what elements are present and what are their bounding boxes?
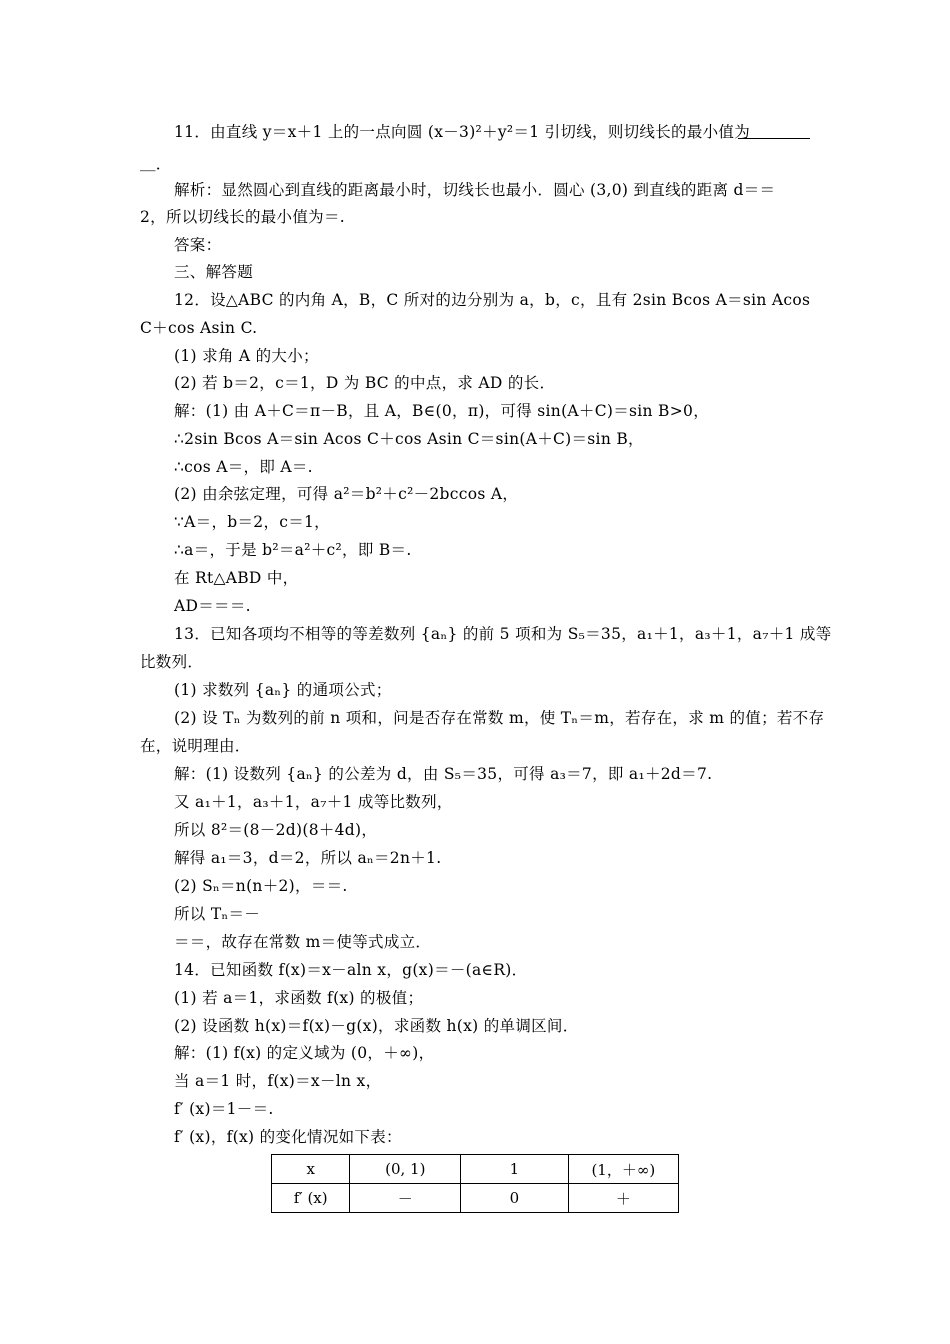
line-q12-sol8: AD＝＝＝. xyxy=(174,597,251,615)
line-q12: 12．设△ABC 的内角 A，B，C 所对的边分别为 a，b，c，且有 2sin Bcos A＝sin Acos xyxy=(174,291,811,309)
line-q13-sol1: 解：(1) 设数列 {aₙ} 的公差为 d，由 S₅＝35，可得 a₃＝7，即 a₁＋2d＝7. xyxy=(174,765,713,783)
line-q14-sol2: 当 a＝1 时，f(x)＝x－ln x， xyxy=(174,1072,382,1090)
line-q12-part2: (2) 若 b＝2，c＝1，D 为 BC 的中点，求 AD 的长． xyxy=(174,374,556,392)
line-q13-sol5: (2) Sₙ＝n(n＋2)，＝＝. xyxy=(174,877,348,895)
line-q13-sol6: 所以 Tₙ＝－ xyxy=(174,905,261,923)
table-cell: f′ (x) xyxy=(272,1184,350,1213)
line-q11-cont: ＿． xyxy=(140,155,172,173)
table-cell: ＋ xyxy=(568,1184,678,1213)
line-q12-sol1: 解：(1) 由 A＋C＝π－B，且 A，B∈(0，π)，可得 sin(A＋C)＝sin B>0， xyxy=(174,402,709,420)
line-q11-analysis: 解析：显然圆心到直线的距离最小时，切线长也最小．圆心 (3,0) 到直线的距离 d＝＝ xyxy=(174,181,776,199)
line-q11-answer: 答案： xyxy=(174,236,222,254)
table-cell: 0 xyxy=(461,1184,568,1213)
line-q13: 13．已知各项均不相等的等差数列 {aₙ} 的前 5 项和为 S₅＝35，a₁＋1，a₃＋1，a₇＋1 成等 xyxy=(174,625,832,643)
line-q13-sol2: 又 a₁＋1，a₃＋1，a₇＋1 成等比数列， xyxy=(174,793,453,811)
line-q12-sol6: ∴a＝，于是 b²＝a²＋c²，即 B＝. xyxy=(174,541,412,559)
line-q12-cont: C＋cos Asin C. xyxy=(140,319,258,337)
line-q14-part2: (2) 设函数 h(x)＝f(x)－g(x)，求函数 h(x) 的单调区间． xyxy=(174,1017,579,1035)
line-q14: 14．已知函数 f(x)＝x－aln x，g(x)＝－(a∈R)． xyxy=(174,961,528,979)
table-cell: (1，＋∞) xyxy=(568,1155,678,1184)
table-cell: x xyxy=(272,1155,350,1184)
line-q12-sol2: ∴2sin Bcos A＝sin Acos C＋cos Asin C＝sin(A＋C)＝sin B， xyxy=(174,430,644,448)
line-q12-sol3: ∴cos A＝，即 A＝. xyxy=(174,458,313,476)
line-q13-part2-cont: 在，说明理由． xyxy=(140,737,251,755)
table-header-row xyxy=(272,1155,679,1184)
line-q14-sol1: 解：(1) f(x) 的定义域为 (0，＋∞)， xyxy=(174,1044,435,1062)
answer-blank xyxy=(738,138,810,139)
section-heading: 三、解答题 xyxy=(174,263,254,281)
table-cell: (0, 1) xyxy=(350,1155,461,1184)
line-q12-part1: (1) 求角 A 的大小； xyxy=(174,347,319,365)
table-cell: － xyxy=(350,1184,461,1213)
line-q13-part2: (2) 设 Tₙ 为数列的前 n 项和，问是否存在常数 m，使 Tₙ＝m，若存在，求 m 的值；若不存 xyxy=(174,709,825,727)
line-q13-sol3: 所以 8²＝(8－2d)(8＋4d)， xyxy=(174,821,378,839)
line-q13-cont: 比数列． xyxy=(140,653,204,671)
line-q13-sol4: 解得 a₁＝3，d＝2，所以 aₙ＝2n＋1. xyxy=(174,849,442,867)
line-q13-part1: (1) 求数列 {aₙ} 的通项公式； xyxy=(174,681,392,699)
table-row xyxy=(272,1184,679,1213)
table-cell: 1 xyxy=(461,1155,568,1184)
line-q12-sol5: ∵A＝，b＝2，c＝1， xyxy=(174,513,330,531)
line-q14-part1: (1) 若 a＝1，求函数 f(x) 的极值； xyxy=(174,989,424,1007)
variation-table xyxy=(271,1154,679,1213)
line-q14-sol3: f′ (x)＝1－＝. xyxy=(174,1100,274,1118)
line-q14-sol4: f′ (x)，f(x) 的变化情况如下表： xyxy=(174,1128,402,1146)
line-q12-sol7: 在 Rt△ABD 中， xyxy=(174,569,299,587)
line-q11-analysis-cont: 2，所以切线长的最小值为＝. xyxy=(140,208,345,226)
line-q12-sol4: (2) 由余弦定理，可得 a²＝b²＋c²－2bccos A， xyxy=(174,485,519,503)
line-q11: 11．由直线 y＝x＋1 上的一点向圆 (x－3)²＋y²＝1 引切线，则切线长的最小值为 xyxy=(174,123,751,141)
line-q13-sol7: ＝＝，故存在常数 m＝使等式成立． xyxy=(174,933,432,951)
